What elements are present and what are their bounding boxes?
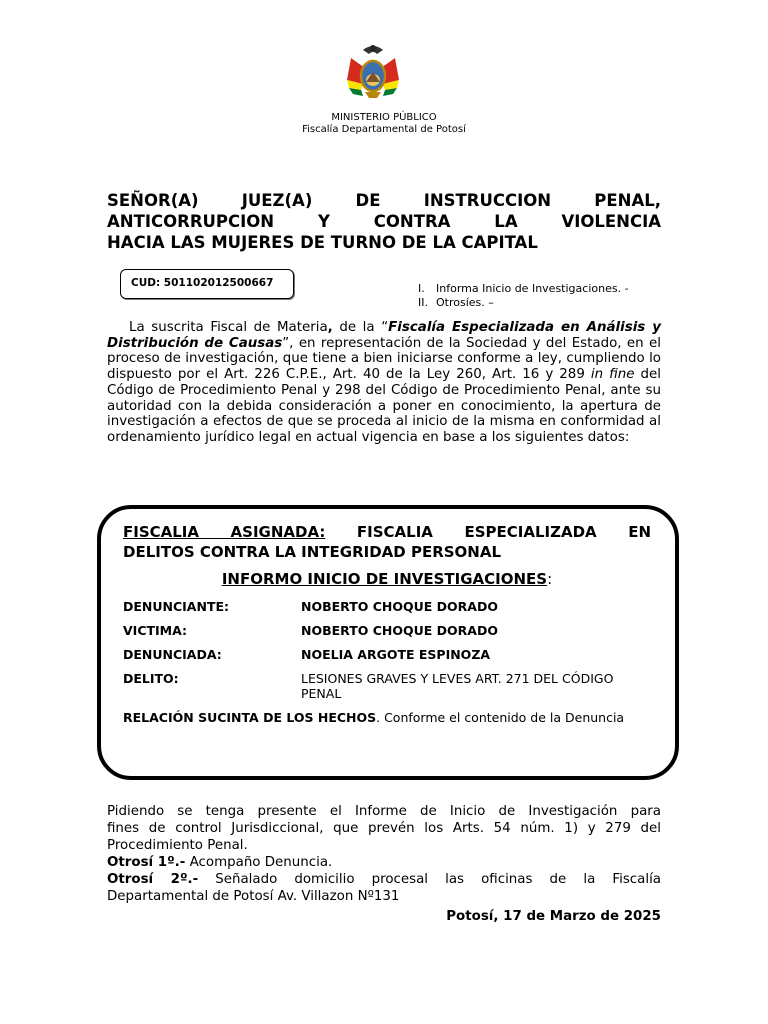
complainant-value: NOBERTO CHOQUE DORADO (301, 599, 498, 614)
request-line: Procedimiento Penal. (107, 838, 248, 853)
closing-section (107, 803, 661, 905)
office-name-emphasis: Fiscalía Especializada en Análisis y Distribución de Causas (107, 320, 661, 351)
assigned-prosecutor: FISCALIA ASIGNADA: FISCALIA ESPECIALIZADA EN DELITOS CONTRA LA INTEGRIDAD PERSONAL (123, 523, 651, 561)
summary-list (418, 282, 629, 310)
cud-code-box: CUD: 501102012500667 (120, 269, 294, 299)
assigned-label: FISCALIA ASIGNADA: (123, 523, 326, 541)
summary-item: I. Informa Inicio de Investigaciones. - (418, 282, 629, 295)
facts-summary: RELACIÓN SUCINTA DE LOS HECHOS. Conforme el contenido de la Denuncia (123, 710, 625, 725)
accused-label: DENUNCIADA: (123, 647, 222, 662)
institution-name: MINISTERIO PÚBLICO (331, 112, 437, 123)
document-date: Potosí, 17 de Marzo de 2025 (446, 909, 661, 924)
title-line-2: ANTICORRUPCION Y CONTRA LA VIOLENCIA (107, 212, 661, 231)
otrosi-1: Otrosí 1º.- Acompaño Denuncia. (107, 855, 333, 870)
victim-value: NOBERTO CHOQUE DORADO (301, 623, 498, 638)
otrosi-2-continued: Departamental de Potosí Av. Villazon Nº131 (107, 889, 400, 904)
victim-label: VICTIMA: (123, 623, 188, 638)
office-name: Fiscalía Departamental de Potosí (302, 124, 466, 135)
otrosi-2: Otrosí 2º.- Señalado domicilio procesal las oficinas de la Fiscalía (107, 872, 662, 887)
request-line: Pidiendo se tenga presente el Informe de Inicio de Investigación para (107, 804, 661, 819)
complainant-label: DENUNCIANTE: (123, 599, 230, 614)
request-line: fines de control Jurisdiccional, que prevén los Arts. 54 núm. 1) y 279 del (107, 821, 661, 836)
crime-label: DELITO: (123, 671, 179, 686)
report-heading: INFORMO INICIO DE INVESTIGACIONES: (221, 570, 553, 588)
coat-of-arms-icon (343, 40, 403, 104)
title-line-3: HACIA LAS MUJERES DE TURNO DE LA CAPITAL (107, 233, 538, 252)
crime-value: LESIONES GRAVES Y LEVES ART. 271 DEL CÓDIGO PENAL (301, 671, 614, 701)
accused-value: NOELIA ARGOTE ESPINOZA (301, 647, 491, 662)
intro-paragraph: La suscrita Fiscal de Materia, de la “Fiscalía Especializada en Análisis y Distribución de Causas”, en representación de la Sociedad y del Estado, en el proceso de investigación, que tiene a bien iniciarse conforme a ley, cumpliendo lo dispuesto por el Art. 226 C.P.E., Art. 40 de la Ley 260, Art. 16 y 289 in fine del Código de Procedimiento Penal y 298 del Código de Procedimiento Penal, ante su autoridad con la debida consideración a poner en conocimiento, la apertura de investigación a efectos de que se proceda al inicio de la misma en conformidad al ordenamiento jurídico legal en actual vigencia en base a los siguientes datos: (107, 320, 661, 445)
summary-item: II. Otrosíes. – (418, 296, 494, 309)
document-title (107, 190, 661, 253)
title-line-1: SEÑOR(A) JUEZ(A) DE INSTRUCCION PENAL, (107, 191, 661, 210)
